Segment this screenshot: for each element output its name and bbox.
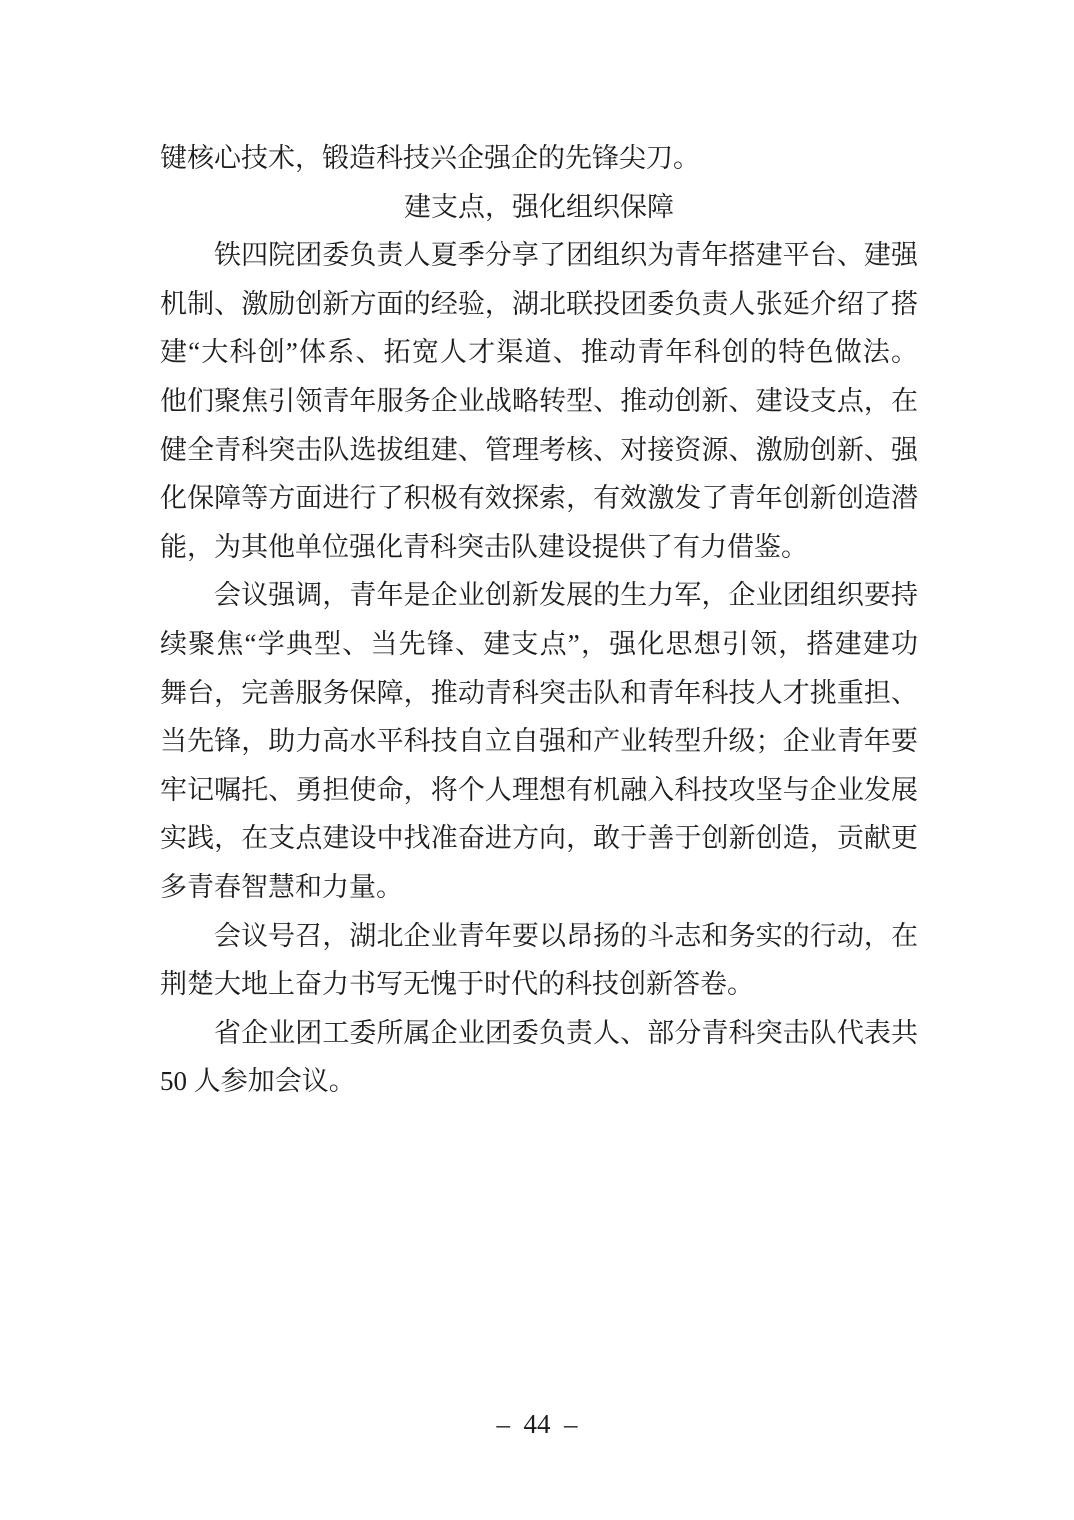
- body-text-line: 实践，在支点建设中找准奋进方向，敢于善于创新创造，贡献更: [160, 823, 918, 854]
- body-text-line: 当先锋，助力高水平科技自立自强和产业转型升级；企业青年要: [160, 726, 918, 757]
- body-text-line: 会议强调，青年是企业创新发展的生力军，企业团组织要持: [214, 580, 918, 611]
- body-text-line: 能，为其他单位强化青科突击队建设提供了有力借鉴。: [160, 531, 808, 562]
- body-text-line: 会议号召，湖北企业青年要以昂扬的斗志和务实的行动，在: [214, 920, 918, 951]
- body-text-line: 荆楚大地上奋力书写无愧于时代的科技创新答卷。: [160, 969, 754, 1000]
- body-text-line: 舞台，完善服务保障，推动青科突击队和青年科技人才挑重担、: [160, 677, 918, 708]
- page-number: – 44 –: [496, 1409, 578, 1439]
- body-text-line: 化保障等方面进行了积极有效探索，有效激发了青年创新创造潜: [160, 483, 918, 514]
- body-text-line: 多青春智慧和力量。: [160, 871, 403, 902]
- body-text-line: 省企业团工委所属企业团委负责人、部分青科突击队代表共: [214, 1017, 918, 1048]
- body-text-line: 键核心技术，锻造科技兴企强企的先锋尖刀。: [160, 143, 700, 173]
- document-body: [160, 134, 918, 1106]
- body-text-line: 机制、激励创新方面的经验，湖北联投团委负责人张延介绍了搭: [160, 288, 918, 319]
- body-text-line: 他们聚焦引领青年服务企业战略转型、推动创新、建设支点，在: [160, 385, 918, 416]
- body-text-line: 建“大科创”体系、拓宽人才渠道、推动青年科创的特色做法。: [160, 337, 918, 368]
- body-text-line: 铁四院团委负责人夏季分享了团组织为青年搭建平台、建强: [214, 240, 918, 271]
- body-text-line: 续聚焦“学典型、当先锋、建支点”，强化思想引领，搭建建功: [160, 628, 918, 659]
- body-text-line: 牢记嘱托、勇担使命，将个人理想有机融入科技攻坚与企业发展: [160, 774, 918, 805]
- section-heading: 建支点，强化组织保障: [404, 191, 674, 222]
- body-text-line: 健全青科突击队选拔组建、管理考核、对接资源、激励创新、强: [160, 434, 918, 465]
- body-text-line: 50 人参加会议。: [160, 1066, 356, 1097]
